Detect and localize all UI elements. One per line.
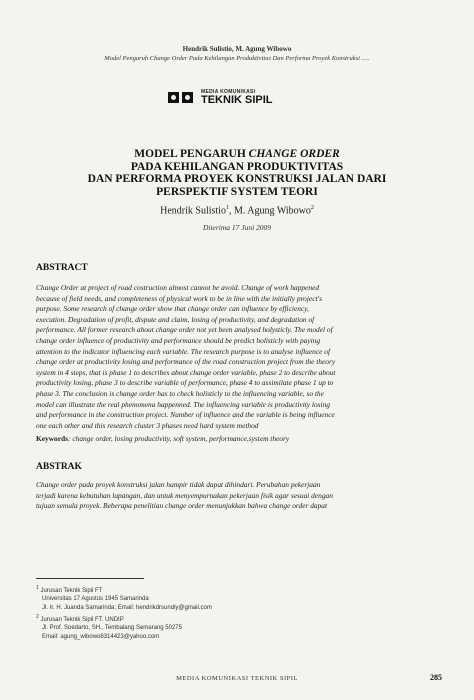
footnote-1-line-2: Jl. Ir. H. Juanda Samarinda; Email: hendrikdrsundiy@gmail.com	[42, 604, 212, 611]
abstract-line-11: model can illustrate the real phenomena happenned. The influencing variable is productivity losing	[36, 399, 331, 409]
footnote-1	[36, 584, 456, 612]
logo-emblem-icon-2	[182, 92, 193, 103]
abstract-line-6: attention to the indicator influencing each variable. The research purpose is to analyse influence of	[36, 346, 330, 356]
footnote-2-line	[36, 613, 456, 624]
abstract-heading: ABSTRACT	[36, 263, 88, 273]
running-header-authors: Hendrik Sulistio, M. Agung Wibowo	[182, 45, 292, 53]
footnote-2-line-1: Jl. Prof. Soedarto, SH., Tembalang Semarang 50275	[42, 625, 182, 632]
footnote-2-line-0: Jurusan Teknik Sipil FT. UNDIP	[40, 617, 124, 623]
logo-text	[201, 89, 273, 106]
author-separator: ,	[228, 205, 234, 217]
abstract-line-3: execution. Degradation of profit, dispute and claim, losing of productivity, and degradation of	[36, 314, 315, 324]
author-1: Hendrik Sulistio	[160, 205, 226, 217]
paper-title	[20, 148, 454, 198]
footnote-1-mark: 1	[36, 585, 39, 591]
footer-journal-name: MEDIA KOMUNIKASI TEKNIK SIPIL	[176, 675, 298, 682]
abstract-line-8: system in 4 steps, that is phase 1 to describes about change order variable, phase 2 to describe about	[36, 367, 336, 377]
author-2: M. Agung Wibowo	[233, 205, 311, 217]
abstract-line-13: one each other and this research cluster 3 phases need hard system method	[36, 420, 259, 430]
abstrak-line-0: Change order pada proyek konstruksi jalan hampir tidak dapat dihindari. Perubahan pekerjaan	[36, 480, 321, 489]
abstract-line-0: Change Order at project of road costruction almost cannot be avoid. Change of work happened	[36, 283, 320, 292]
abstract-line-9: productivity losing, phase 3 to describe variable of performance, phase 4 to assimilate phase 1 up to	[36, 378, 334, 388]
keywords-text: : change order, losing productivity, soft system, performance,system theory	[68, 434, 290, 443]
abstrak-line-1: terjadi karena kebutuhan lapangan, dan untuk menyempurnakan pekerjaan fisik agar sesuai dengan	[36, 490, 333, 500]
journal-logo	[168, 86, 273, 108]
keywords-label: Keywords	[36, 434, 69, 443]
page-number: 285	[430, 673, 442, 682]
abstract-line-2: purpose. Some research of change order show that change order can influence by efficiency,	[36, 304, 309, 314]
footnote-1-line-1: Universitas 17 Agustus 1945 Samarinda	[42, 596, 149, 603]
abstract-line-7: change order at productivity losing and performance of the road construction project from the theory	[36, 357, 336, 367]
keywords-line	[36, 434, 446, 444]
abstract-line-1: because of field needs, and completeness of physical work to be in line with the initially project's	[36, 293, 322, 303]
title-line-4: PERSPEKTIF SYSTEM TEORI	[156, 185, 318, 198]
footnote-1-line	[36, 584, 456, 595]
title-line-3: DAN PERFORMA PROYEK KONSTRUKSI JALAN DARI	[87, 173, 387, 185]
title-line-1	[20, 148, 454, 161]
abstract-line-5: change order influence of productivity and performance should be predict holisticly with paying	[36, 335, 321, 345]
abstrak-body	[36, 480, 442, 512]
author-2-affil: 2	[310, 205, 314, 211]
footnote-2	[36, 613, 456, 641]
abstrak-line-2: tujuan semula proyek. Beberapa penelitian change order menunjukkan bahwa change order dapat	[36, 501, 328, 511]
abstract-line-4: performance. All former research about change order not yet been analysed holysticly. The model of	[36, 325, 333, 335]
abstract-line-12: and performance in the construction project. Number of influence and the variable is being influence	[36, 410, 335, 420]
abstrak-heading: ABSTRAK	[36, 462, 82, 472]
abstract-body	[36, 283, 442, 431]
footnote-rule	[36, 578, 144, 579]
title-line-1-a: MODEL PENGARUH	[134, 148, 249, 160]
footnote-2-mark: 2	[36, 614, 39, 620]
logo-small-text: MEDIA KOMUNIKASI	[201, 88, 256, 95]
author-line	[0, 205, 474, 216]
running-header-title: Model Pengaruh Change Order Pada Kehilangan Produktivitas Dan Performa Proyek Konstruksi .....	[104, 55, 370, 62]
footnote-1-line-0: Jurusan Teknik Sipil FT	[40, 588, 103, 594]
footnote-2-line-2: Email: agung_wibowo8314423@yahoo.com	[42, 633, 160, 640]
author-1-affil: 1	[225, 205, 229, 211]
logo-big-text: TEKNIK SIPIL	[201, 93, 273, 106]
received-date: Diterima 17 Juni 2009	[202, 223, 272, 232]
abstract-line-10: phase 3. The conclusion is change order has to check holisticly to the influencing variable, so the	[36, 388, 324, 398]
logo-emblem-icon	[168, 92, 179, 103]
title-line-1-b: CHANGE ORDER	[248, 148, 340, 160]
title-line-2: PADA KEHILANGAN PRODUKTIVITAS	[130, 160, 344, 173]
